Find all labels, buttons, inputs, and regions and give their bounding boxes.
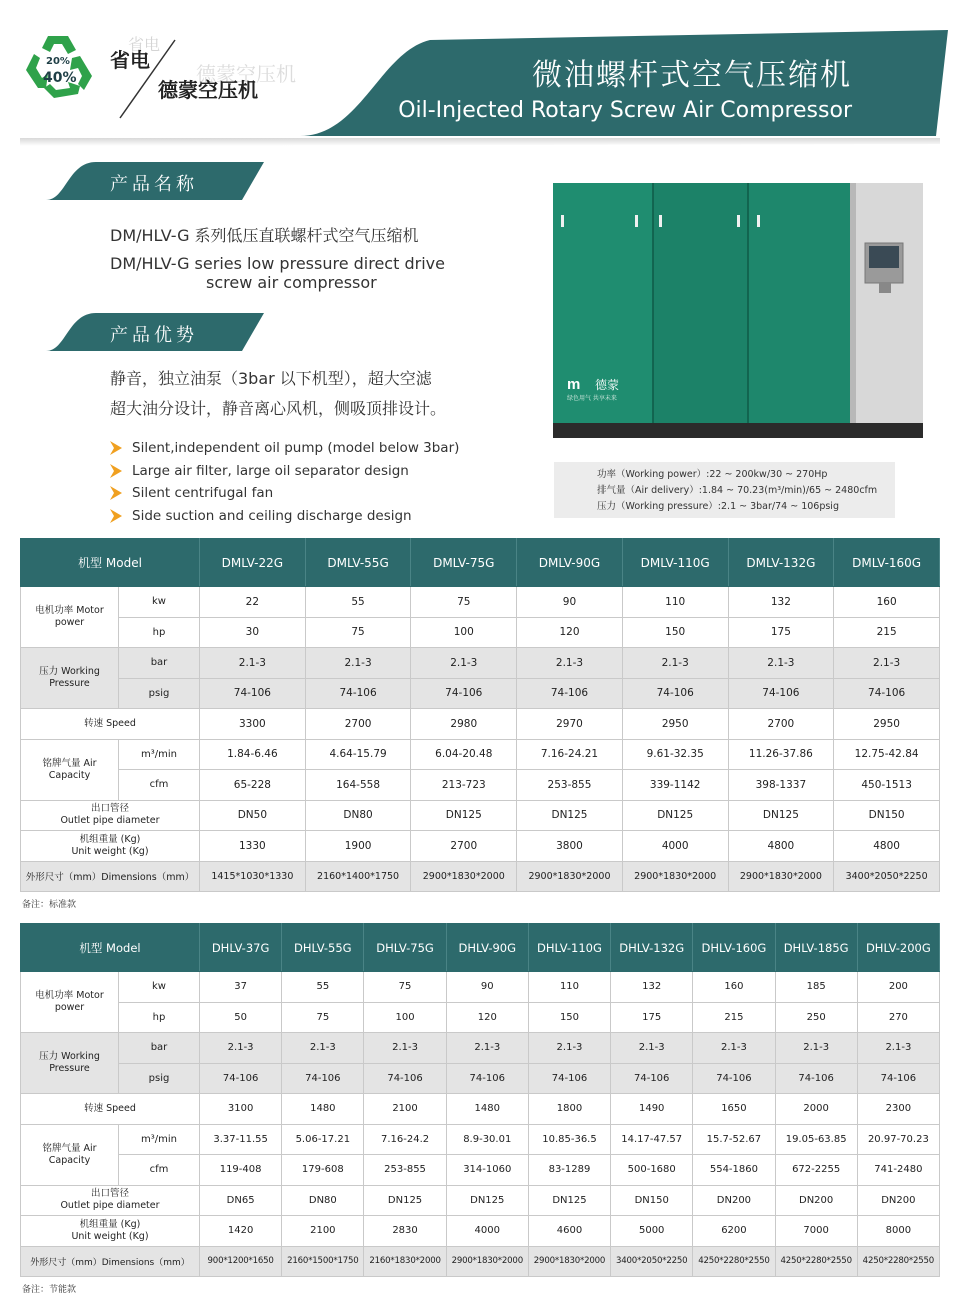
value-cell: 2160*1400*1750 bbox=[305, 861, 411, 892]
row-label-dimensions: 外形尺寸（mm）Dimensions（mm） bbox=[21, 861, 200, 892]
unit-cell: bar bbox=[119, 1033, 200, 1064]
model-cell: DHLV-55G bbox=[282, 924, 364, 972]
model-header: 机型 Model bbox=[21, 539, 200, 587]
unit-cell: kw bbox=[119, 972, 200, 1003]
value-cell: 2.1-3 bbox=[411, 648, 517, 679]
value-cell: 2700 bbox=[728, 709, 834, 740]
arrow-right-icon bbox=[108, 485, 124, 501]
value-cell: 5000 bbox=[611, 1216, 693, 1247]
value-cell: 75 bbox=[411, 587, 517, 618]
table1-note: 备注：标准款 bbox=[22, 900, 77, 910]
model-cell: DMLV-75G bbox=[411, 539, 517, 587]
value-cell: 2.1-3 bbox=[693, 1033, 775, 1064]
spec-air-delivery: 排气量（Air delivery）:1.84 ~ 70.23(m³/min)/65 ~ 2480cfm bbox=[597, 485, 878, 496]
list-item bbox=[108, 460, 459, 483]
section-tab-product-name bbox=[46, 162, 264, 200]
row-label-working-pressure: 压力 Working Pressure bbox=[21, 648, 119, 709]
model-header: 机型 Model bbox=[21, 924, 200, 972]
value-cell: 3400*2050*2250 bbox=[611, 1246, 693, 1277]
value-cell: 2.1-3 bbox=[611, 1033, 693, 1064]
value-cell: 4.64-15.79 bbox=[305, 739, 411, 770]
value-cell: 110 bbox=[622, 587, 728, 618]
page-header bbox=[0, 0, 960, 150]
value-cell: 74-106 bbox=[728, 678, 834, 709]
advantages-cn-line1: 静音，独立油泵（3bar 以下机型），超大空滤 bbox=[110, 369, 432, 388]
value-cell: 250 bbox=[775, 1002, 857, 1033]
table-row bbox=[21, 617, 940, 648]
value-cell: DN125 bbox=[411, 800, 517, 831]
value-cell: 2900*1830*2000 bbox=[411, 861, 517, 892]
value-cell: 15.7-52.67 bbox=[693, 1124, 775, 1155]
value-cell: 270 bbox=[857, 1002, 939, 1033]
value-cell: 2.1-3 bbox=[622, 648, 728, 679]
value-cell: 12.75-42.84 bbox=[834, 739, 940, 770]
value-cell: 185 bbox=[775, 972, 857, 1003]
feature-text: Silent centrifugal fan bbox=[132, 485, 274, 502]
value-cell: 3800 bbox=[517, 831, 623, 862]
arrow-right-icon bbox=[108, 508, 124, 524]
spec-pressure: 压力（Working pressure）:2.1 ~ 3bar/74 ~ 106psig bbox=[597, 501, 839, 512]
value-cell: DN200 bbox=[693, 1185, 775, 1216]
value-cell: 74-106 bbox=[200, 678, 306, 709]
value-cell: DN125 bbox=[528, 1185, 610, 1216]
row-label-air-capacity: 铭牌气量 Air Capacity bbox=[21, 739, 119, 800]
table-row bbox=[21, 861, 940, 892]
value-cell: 2900*1830*2000 bbox=[728, 861, 834, 892]
arrow-right-icon bbox=[108, 440, 124, 456]
value-cell: 74-106 bbox=[611, 1063, 693, 1094]
value-cell: 398-1337 bbox=[728, 770, 834, 801]
value-cell: 90 bbox=[446, 972, 528, 1003]
machine-logo-text: 德蒙 bbox=[595, 378, 620, 392]
model-cell: DHLV-160G bbox=[693, 924, 775, 972]
section-tab-label: 产品优势 bbox=[110, 325, 198, 346]
value-cell: 74-106 bbox=[857, 1063, 939, 1094]
value-cell: DN65 bbox=[200, 1185, 282, 1216]
value-cell: 2.1-3 bbox=[528, 1033, 610, 1064]
value-cell: 2900*1830*2000 bbox=[622, 861, 728, 892]
value-cell: 150 bbox=[528, 1002, 610, 1033]
value-cell: 450-1513 bbox=[834, 770, 940, 801]
model-cell: DHLV-132G bbox=[611, 924, 693, 972]
value-cell: 175 bbox=[728, 617, 834, 648]
brand-ghost-line1: 省电 bbox=[128, 35, 161, 54]
model-cell: DMLV-160G bbox=[834, 539, 940, 587]
value-cell: 672-2255 bbox=[775, 1155, 857, 1186]
value-cell: 22 bbox=[200, 587, 306, 618]
value-cell: 100 bbox=[411, 617, 517, 648]
value-cell: 74-106 bbox=[411, 678, 517, 709]
value-cell: 2700 bbox=[411, 831, 517, 862]
arrow-right-icon bbox=[108, 463, 124, 479]
value-cell: 74-106 bbox=[282, 1063, 364, 1094]
product-name-cn: DM/HLV-G 系列低压直联螺杆式空气压缩机 bbox=[110, 226, 419, 245]
feature-text: Side suction and ceiling discharge design bbox=[132, 507, 412, 524]
value-cell: 2970 bbox=[517, 709, 623, 740]
value-cell: 1330 bbox=[200, 831, 306, 862]
table-row bbox=[21, 709, 940, 740]
value-cell: 10.85-36.5 bbox=[528, 1124, 610, 1155]
value-cell: 2900*1830*2000 bbox=[446, 1246, 528, 1277]
model-cell: DMLV-55G bbox=[305, 539, 411, 587]
section-tab-advantages bbox=[46, 313, 264, 351]
table-row bbox=[21, 1033, 940, 1064]
value-cell: 2.1-3 bbox=[446, 1033, 528, 1064]
value-cell: 2950 bbox=[622, 709, 728, 740]
list-item bbox=[108, 505, 459, 528]
value-cell: 4250*2280*2550 bbox=[693, 1246, 775, 1277]
value-cell: 5.06-17.21 bbox=[282, 1124, 364, 1155]
value-cell: 8000 bbox=[857, 1216, 939, 1247]
spec-table-standard bbox=[20, 538, 940, 892]
value-cell: 3100 bbox=[200, 1094, 282, 1125]
row-label-dimensions: 外形尺寸（mm）Dimensions（mm） bbox=[21, 1246, 200, 1277]
value-cell: 2900*1830*2000 bbox=[517, 861, 623, 892]
row-label-motor-power: 电机功率 Motor power bbox=[21, 587, 119, 648]
value-cell: 6200 bbox=[693, 1216, 775, 1247]
model-cell: DHLV-37G bbox=[200, 924, 282, 972]
model-cell: DHLV-200G bbox=[857, 924, 939, 972]
model-cell: DHLV-185G bbox=[775, 924, 857, 972]
value-cell: DN150 bbox=[611, 1185, 693, 1216]
value-cell: 2160*1830*2000 bbox=[364, 1246, 446, 1277]
page-title-en: Oil-Injected Rotary Screw Air Compressor bbox=[398, 98, 852, 123]
value-cell: 253-855 bbox=[517, 770, 623, 801]
table-row bbox=[21, 800, 940, 831]
value-cell: DN80 bbox=[282, 1185, 364, 1216]
value-cell: 74-106 bbox=[622, 678, 728, 709]
value-cell: 4800 bbox=[834, 831, 940, 862]
table-header-row bbox=[21, 539, 940, 587]
row-label-working-pressure: 压力 Working Pressure bbox=[21, 1033, 119, 1094]
value-cell: 19.05-63.85 bbox=[775, 1124, 857, 1155]
unit-cell: psig bbox=[119, 1063, 200, 1094]
value-cell: 74-106 bbox=[528, 1063, 610, 1094]
table-row bbox=[21, 739, 940, 770]
value-cell: DN125 bbox=[446, 1185, 528, 1216]
row-label-weight: 机组重量 (Kg) Unit weight (Kg) bbox=[21, 1216, 200, 1247]
value-cell: 1480 bbox=[282, 1094, 364, 1125]
value-cell: DN150 bbox=[834, 800, 940, 831]
recycle-logo bbox=[18, 30, 102, 108]
value-cell: 11.26-37.86 bbox=[728, 739, 834, 770]
value-cell: 120 bbox=[446, 1002, 528, 1033]
value-cell: 110 bbox=[528, 972, 610, 1003]
value-cell: 179-608 bbox=[282, 1155, 364, 1186]
table-row bbox=[21, 678, 940, 709]
value-cell: 900*1200*1650 bbox=[200, 1246, 282, 1277]
unit-cell: m³/min bbox=[119, 1124, 200, 1155]
value-cell: 1650 bbox=[693, 1094, 775, 1125]
row-label-outlet: 出口管径 Outlet pipe diameter bbox=[21, 800, 200, 831]
value-cell: 175 bbox=[611, 1002, 693, 1033]
value-cell: 2.1-3 bbox=[834, 648, 940, 679]
table-row bbox=[21, 1063, 940, 1094]
table-row bbox=[21, 770, 940, 801]
badge-40-text: 40% bbox=[43, 70, 77, 86]
value-cell: 2.1-3 bbox=[364, 1033, 446, 1064]
value-cell: 2830 bbox=[364, 1216, 446, 1247]
value-cell: 160 bbox=[693, 972, 775, 1003]
model-cell: DMLV-90G bbox=[517, 539, 623, 587]
model-cell: DHLV-75G bbox=[364, 924, 446, 972]
model-cell: DHLV-110G bbox=[528, 924, 610, 972]
table-row bbox=[21, 1124, 940, 1155]
value-cell: 74-106 bbox=[693, 1063, 775, 1094]
feature-text: Silent,independent oil pump (model below 3bar) bbox=[132, 440, 460, 457]
value-cell: 2.1-3 bbox=[728, 648, 834, 679]
value-cell: 2900*1830*2000 bbox=[528, 1246, 610, 1277]
value-cell: 74-106 bbox=[200, 1063, 282, 1094]
table-header-row bbox=[21, 924, 940, 972]
value-cell: 500-1680 bbox=[611, 1155, 693, 1186]
value-cell: 1490 bbox=[611, 1094, 693, 1125]
table-row bbox=[21, 972, 940, 1003]
value-cell: 9.61-32.35 bbox=[622, 739, 728, 770]
table-row bbox=[21, 1185, 940, 1216]
unit-cell: cfm bbox=[119, 770, 200, 801]
row-label-speed: 转速 Speed bbox=[21, 709, 200, 740]
row-label-air-capacity: 铭牌气量 Air Capacity bbox=[21, 1124, 119, 1185]
value-cell: 1800 bbox=[528, 1094, 610, 1125]
value-cell: DN200 bbox=[857, 1185, 939, 1216]
spec-summary bbox=[554, 462, 895, 518]
table-row bbox=[21, 1094, 940, 1125]
value-cell: DN80 bbox=[305, 800, 411, 831]
row-label-speed: 转速 Speed bbox=[21, 1094, 200, 1125]
value-cell: 74-106 bbox=[364, 1063, 446, 1094]
value-cell: DN50 bbox=[200, 800, 306, 831]
value-cell: 90 bbox=[517, 587, 623, 618]
value-cell: 2.1-3 bbox=[200, 648, 306, 679]
value-cell: 8.9-30.01 bbox=[446, 1124, 528, 1155]
value-cell: 132 bbox=[611, 972, 693, 1003]
value-cell: 1900 bbox=[305, 831, 411, 862]
badge-20-text: 20% bbox=[46, 56, 70, 67]
value-cell: 4600 bbox=[528, 1216, 610, 1247]
value-cell: 2950 bbox=[834, 709, 940, 740]
value-cell: 314-1060 bbox=[446, 1155, 528, 1186]
value-cell: 14.17-47.57 bbox=[611, 1124, 693, 1155]
value-cell: 7.16-24.2 bbox=[364, 1124, 446, 1155]
table-row bbox=[21, 1155, 940, 1186]
value-cell: 75 bbox=[305, 617, 411, 648]
section-tab-label: 产品名称 bbox=[110, 174, 198, 195]
value-cell: 37 bbox=[200, 972, 282, 1003]
table2-note: 备注：节能款 bbox=[22, 1285, 77, 1295]
value-cell: 2160*1500*1750 bbox=[282, 1246, 364, 1277]
value-cell: 3.37-11.55 bbox=[200, 1124, 282, 1155]
unit-cell: hp bbox=[119, 1002, 200, 1033]
value-cell: 215 bbox=[834, 617, 940, 648]
value-cell: 200 bbox=[857, 972, 939, 1003]
unit-cell: m³/min bbox=[119, 739, 200, 770]
feature-text: Large air filter, large oil separator design bbox=[132, 462, 409, 479]
value-cell: DN125 bbox=[364, 1185, 446, 1216]
value-cell: 74-106 bbox=[446, 1063, 528, 1094]
value-cell: 4000 bbox=[446, 1216, 528, 1247]
unit-cell: hp bbox=[119, 617, 200, 648]
row-label-weight: 机组重量 (Kg) Unit weight (Kg) bbox=[21, 831, 200, 862]
model-cell: DMLV-132G bbox=[728, 539, 834, 587]
brand-ghost-line2: 德蒙空压机 bbox=[196, 62, 296, 86]
value-cell: 74-106 bbox=[305, 678, 411, 709]
value-cell: 4000 bbox=[622, 831, 728, 862]
value-cell: 3300 bbox=[200, 709, 306, 740]
value-cell: 2.1-3 bbox=[857, 1033, 939, 1064]
table-row bbox=[21, 1246, 940, 1277]
table-row bbox=[21, 1216, 940, 1247]
value-cell: 339-1142 bbox=[622, 770, 728, 801]
value-cell: 119-408 bbox=[200, 1155, 282, 1186]
value-cell: 4250*2280*2550 bbox=[775, 1246, 857, 1277]
value-cell: 160 bbox=[834, 587, 940, 618]
model-cell: DMLV-22G bbox=[200, 539, 306, 587]
value-cell: 6.04-20.48 bbox=[411, 739, 517, 770]
value-cell: 1420 bbox=[200, 1216, 282, 1247]
value-cell: 4250*2280*2550 bbox=[857, 1246, 939, 1277]
value-cell: DN125 bbox=[517, 800, 623, 831]
product-name-en-line1: DM/HLV-G series low pressure direct drive bbox=[110, 254, 445, 273]
value-cell: 100 bbox=[364, 1002, 446, 1033]
product-name-en-line2: screw air compressor bbox=[206, 273, 377, 292]
value-cell: 2.1-3 bbox=[775, 1033, 857, 1064]
value-cell: 74-106 bbox=[775, 1063, 857, 1094]
compressor-image bbox=[553, 183, 923, 438]
value-cell: 55 bbox=[282, 972, 364, 1003]
value-cell: 741-2480 bbox=[857, 1155, 939, 1186]
value-cell: 4800 bbox=[728, 831, 834, 862]
machine-slogan: 绿色用气 共享未来 bbox=[567, 395, 617, 402]
list-item bbox=[108, 482, 459, 505]
list-item bbox=[108, 437, 459, 460]
value-cell: 1480 bbox=[446, 1094, 528, 1125]
value-cell: 2980 bbox=[411, 709, 517, 740]
value-cell: 2.1-3 bbox=[282, 1033, 364, 1064]
recycle-icon bbox=[18, 30, 102, 108]
table-row bbox=[21, 831, 940, 862]
value-cell: 215 bbox=[693, 1002, 775, 1033]
value-cell: DN125 bbox=[622, 800, 728, 831]
value-cell: 74-106 bbox=[517, 678, 623, 709]
row-label-motor-power: 电机功率 Motor power bbox=[21, 972, 119, 1033]
feature-list bbox=[108, 437, 459, 527]
row-label-outlet: 出口管径 Outlet pipe diameter bbox=[21, 1185, 200, 1216]
value-cell: 50 bbox=[200, 1002, 282, 1033]
svg-text:m: m bbox=[567, 376, 581, 393]
value-cell: 2700 bbox=[305, 709, 411, 740]
value-cell: 55 bbox=[305, 587, 411, 618]
value-cell: 253-855 bbox=[364, 1155, 446, 1186]
advantages-cn-line2: 超大油分设计，静音离心风机，侧吸顶排设计。 bbox=[110, 399, 447, 418]
value-cell: 120 bbox=[517, 617, 623, 648]
spec-table-energy-saving bbox=[20, 923, 940, 1277]
value-cell: 65-228 bbox=[200, 770, 306, 801]
value-cell: 7.16-24.21 bbox=[517, 739, 623, 770]
value-cell: 2.1-3 bbox=[200, 1033, 282, 1064]
value-cell: 150 bbox=[622, 617, 728, 648]
value-cell: 2300 bbox=[857, 1094, 939, 1125]
value-cell: 7000 bbox=[775, 1216, 857, 1247]
unit-cell: psig bbox=[119, 678, 200, 709]
value-cell: 74-106 bbox=[834, 678, 940, 709]
value-cell: 164-558 bbox=[305, 770, 411, 801]
value-cell: 75 bbox=[282, 1002, 364, 1033]
value-cell: 3400*2050*2250 bbox=[834, 861, 940, 892]
value-cell: 2100 bbox=[282, 1216, 364, 1247]
value-cell: 1.84-6.46 bbox=[200, 739, 306, 770]
value-cell: 2.1-3 bbox=[517, 648, 623, 679]
value-cell: 2000 bbox=[775, 1094, 857, 1125]
table-row bbox=[21, 648, 940, 679]
value-cell: 20.97-70.23 bbox=[857, 1124, 939, 1155]
value-cell: 132 bbox=[728, 587, 834, 618]
spec-power: 功率（Working power）:22 ~ 200kw/30 ~ 270Hp bbox=[597, 469, 828, 480]
unit-cell: kw bbox=[119, 587, 200, 618]
value-cell: DN125 bbox=[728, 800, 834, 831]
page-title-cn: 微油螺杆式空气压缩机 bbox=[532, 58, 852, 93]
table-row bbox=[21, 587, 940, 618]
value-cell: 30 bbox=[200, 617, 306, 648]
model-cell: DMLV-110G bbox=[622, 539, 728, 587]
brand-line2: 德蒙空压机 bbox=[158, 78, 258, 102]
value-cell: 1415*1030*1330 bbox=[200, 861, 306, 892]
model-cell: DHLV-90G bbox=[446, 924, 528, 972]
value-cell: 2.1-3 bbox=[305, 648, 411, 679]
value-cell: 554-1860 bbox=[693, 1155, 775, 1186]
unit-cell: bar bbox=[119, 648, 200, 679]
table-row bbox=[21, 1002, 940, 1033]
unit-cell: cfm bbox=[119, 1155, 200, 1186]
brand-line1: 省电 bbox=[110, 48, 150, 72]
value-cell: 2100 bbox=[364, 1094, 446, 1125]
value-cell: 75 bbox=[364, 972, 446, 1003]
value-cell: 213-723 bbox=[411, 770, 517, 801]
value-cell: 83-1289 bbox=[528, 1155, 610, 1186]
value-cell: DN200 bbox=[775, 1185, 857, 1216]
